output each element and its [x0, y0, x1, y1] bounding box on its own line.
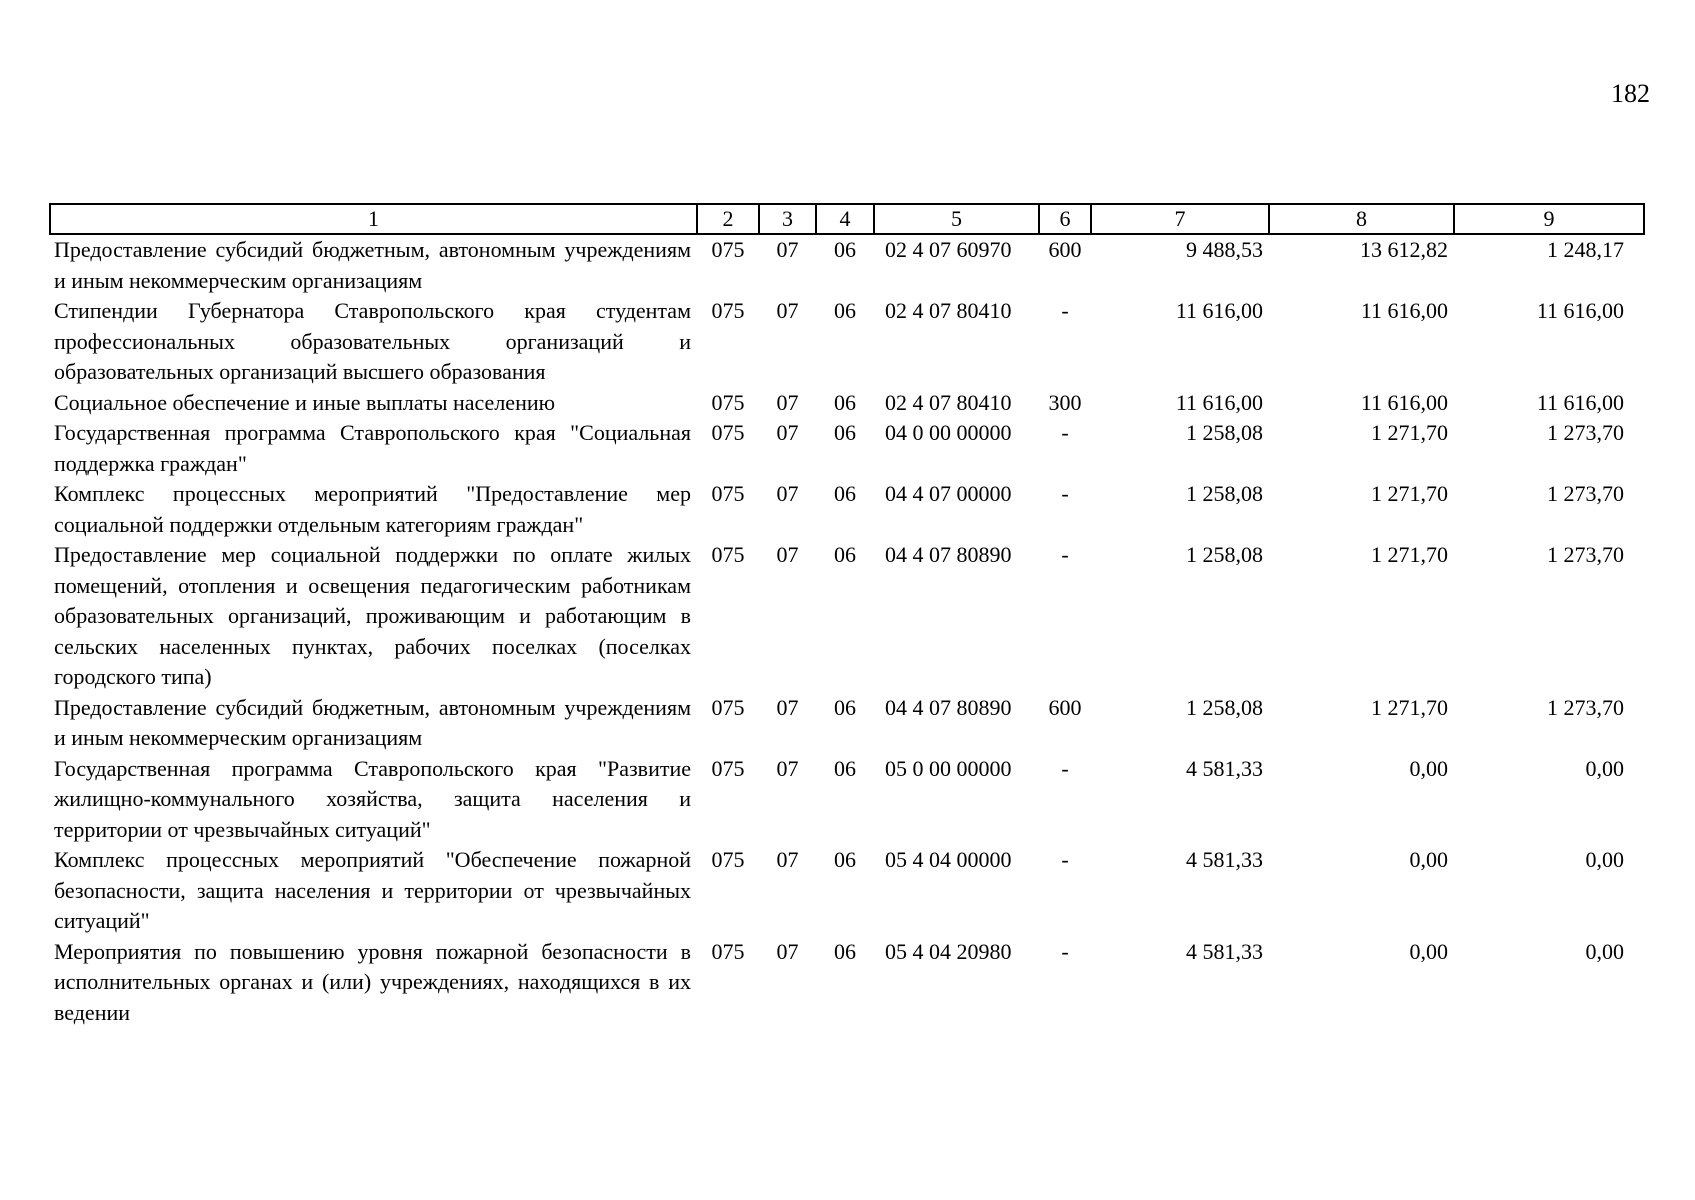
target-article-cell: 04 4 07 00000 [885, 481, 1012, 506]
amount-cell: 4 581,33 [1186, 847, 1263, 872]
admin-code-cell: 075 [711, 938, 745, 964]
expense-type-cell: 600 [1048, 237, 1082, 262]
expense-type-cell: - [1061, 847, 1069, 872]
name-cell: Предоставление субсидий бюджетным, автономным учреждениям и иным некоммерческим организациям [54, 237, 691, 293]
name-cell: Государственная программа Ставропольского края "Развитие жилищно-коммунального хозяйства, защита населения и территории от чрезвычайных ситуаций" [54, 755, 691, 842]
name-cell: Комплекс процессных мероприятий "Предоставление мер социальной поддержки отдельным категориям граждан" [54, 481, 691, 537]
header-cell: 4 [816, 204, 874, 234]
amount-cell: 1 271,70 [1371, 542, 1448, 567]
admin-code-cell: 075 [711, 420, 745, 445]
amount-cell: 0,00 [1409, 755, 1448, 781]
admin-code-cell: 075 [711, 694, 745, 720]
table-row [50, 296, 1644, 388]
amount-cell: 11 616,00 [1175, 389, 1263, 415]
target-article-cell: 04 4 07 80890 [885, 542, 1012, 567]
subsection-cell: 06 [834, 847, 856, 872]
subsection-cell: 06 [834, 755, 856, 781]
header-cell: 1 [50, 204, 697, 234]
header-cell: 2 [697, 204, 759, 234]
subsection-cell: 06 [834, 938, 856, 964]
name-cell: Социальное обеспечение и иные выплаты населению [54, 389, 556, 415]
amount-cell: 1 271,70 [1371, 694, 1448, 720]
amount-cell: 4 581,33 [1186, 755, 1263, 781]
expense-type-cell: - [1061, 481, 1069, 506]
table-row [50, 479, 1644, 540]
table-body [50, 234, 1644, 1028]
target-article-cell: 05 4 04 00000 [885, 847, 1012, 872]
amount-cell: 11 616,00 [1536, 298, 1624, 323]
section-cell: 07 [776, 481, 799, 506]
admin-code-cell: 075 [711, 847, 745, 872]
table-row [50, 693, 1644, 754]
header-cell: 9 [1454, 204, 1644, 234]
subsection-cell: 06 [834, 481, 856, 506]
name-cell: Предоставление мер социальной поддержки по оплате жилых помещений, отопления и освещения педагогическим работникам образовательных организаций, проживающим и работающим в сельских населенных пунктах, рабочих поселках (поселках городского типа) [54, 542, 691, 689]
target-article-cell: 05 0 00 00000 [885, 755, 1012, 781]
amount-cell: 11 616,00 [1360, 298, 1448, 323]
amount-cell: 1 271,70 [1371, 481, 1448, 506]
name-cell: Комплекс процессных мероприятий "Обеспечение пожарной безопасности, защита населения и территории от чрезвычайных ситуаций" [54, 847, 691, 933]
expense-type-cell: - [1061, 298, 1069, 323]
table-row [50, 937, 1644, 1029]
name-cell: Предоставление субсидий бюджетным, автономным учреждениям и иным некоммерческим организациям [54, 694, 691, 750]
amount-cell: 11 616,00 [1175, 298, 1263, 323]
page-number: 182 [1611, 79, 1650, 108]
header-cell: 6 [1039, 204, 1091, 234]
table-row [50, 845, 1644, 937]
section-cell: 07 [776, 542, 799, 567]
amount-cell: 1 258,08 [1186, 694, 1263, 720]
name-cell: Мероприятия по повышению уровня пожарной безопасности в исполнительных органах и (или) учреждениях, находящихся в их ведении [54, 938, 691, 1025]
amount-cell: 11 616,00 [1360, 389, 1448, 415]
section-cell: 07 [776, 847, 799, 872]
header-cell: 8 [1269, 204, 1454, 234]
target-article-cell: 05 4 04 20980 [885, 938, 1012, 964]
amount-cell: 1 258,08 [1186, 420, 1263, 445]
amount-cell: 1 273,70 [1547, 542, 1624, 567]
amount-cell: 1 271,70 [1371, 420, 1448, 445]
table-row [50, 388, 1644, 419]
subsection-cell: 06 [834, 389, 856, 415]
amount-cell: 0,00 [1585, 755, 1624, 781]
amount-cell: 11 616,00 [1536, 389, 1624, 415]
target-article-cell: 04 0 00 00000 [885, 420, 1012, 445]
amount-cell: 1 273,70 [1547, 481, 1624, 506]
subsection-cell: 06 [834, 694, 856, 720]
expense-type-cell: - [1061, 938, 1069, 964]
amount-cell: 0,00 [1585, 938, 1624, 964]
admin-code-cell: 075 [711, 542, 745, 567]
table-row [50, 754, 1644, 846]
subsection-cell: 06 [834, 298, 856, 323]
admin-code-cell: 075 [711, 389, 745, 415]
amount-cell: 0,00 [1585, 847, 1624, 872]
amount-cell: 1 273,70 [1547, 420, 1624, 445]
expense-type-cell: - [1061, 542, 1069, 567]
expense-type-cell: - [1061, 420, 1069, 445]
amount-cell: 1 258,08 [1186, 481, 1263, 506]
header-row [50, 204, 1644, 234]
section-cell: 07 [776, 298, 799, 323]
section-cell: 07 [776, 420, 799, 445]
expense-type-cell: 600 [1048, 694, 1082, 720]
target-article-cell: 02 4 07 80410 [885, 389, 1012, 415]
table-row [50, 540, 1644, 693]
section-cell: 07 [776, 694, 799, 720]
admin-code-cell: 075 [711, 755, 745, 781]
budget-table [49, 203, 1645, 1028]
amount-cell: 1 273,70 [1547, 694, 1624, 720]
amount-cell: 9 488,53 [1186, 237, 1263, 262]
section-cell: 07 [776, 755, 799, 781]
header-cell: 5 [874, 204, 1039, 234]
expense-type-cell: 300 [1048, 389, 1082, 415]
section-cell: 07 [776, 237, 799, 262]
subsection-cell: 06 [834, 542, 856, 567]
amount-cell: 0,00 [1409, 938, 1448, 964]
expense-type-cell: - [1061, 755, 1069, 781]
amount-cell: 4 581,33 [1186, 938, 1263, 964]
section-cell: 07 [776, 938, 799, 964]
subsection-cell: 06 [834, 420, 856, 445]
header-cell: 7 [1091, 204, 1269, 234]
admin-code-cell: 075 [711, 481, 745, 506]
target-article-cell: 02 4 07 80410 [885, 298, 1012, 323]
section-cell: 07 [776, 389, 799, 415]
target-article-cell: 02 4 07 60970 [885, 237, 1012, 262]
subsection-cell: 06 [834, 237, 856, 262]
amount-cell: 13 612,82 [1360, 237, 1448, 262]
target-article-cell: 04 4 07 80890 [885, 694, 1012, 720]
header-cell: 3 [759, 204, 816, 234]
table-row [50, 234, 1644, 296]
amount-cell: 1 258,08 [1186, 542, 1263, 567]
amount-cell: 1 248,17 [1547, 237, 1624, 262]
table-row [50, 418, 1644, 479]
admin-code-cell: 075 [711, 237, 745, 262]
amount-cell: 0,00 [1409, 847, 1448, 872]
name-cell: Государственная программа Ставропольского края "Социальная поддержка граждан" [54, 420, 691, 476]
name-cell: Стипендии Губернатора Ставропольского края студентам профессиональных образовательных организаций и образовательных организаций высшего образования [54, 298, 691, 384]
admin-code-cell: 075 [711, 298, 745, 323]
